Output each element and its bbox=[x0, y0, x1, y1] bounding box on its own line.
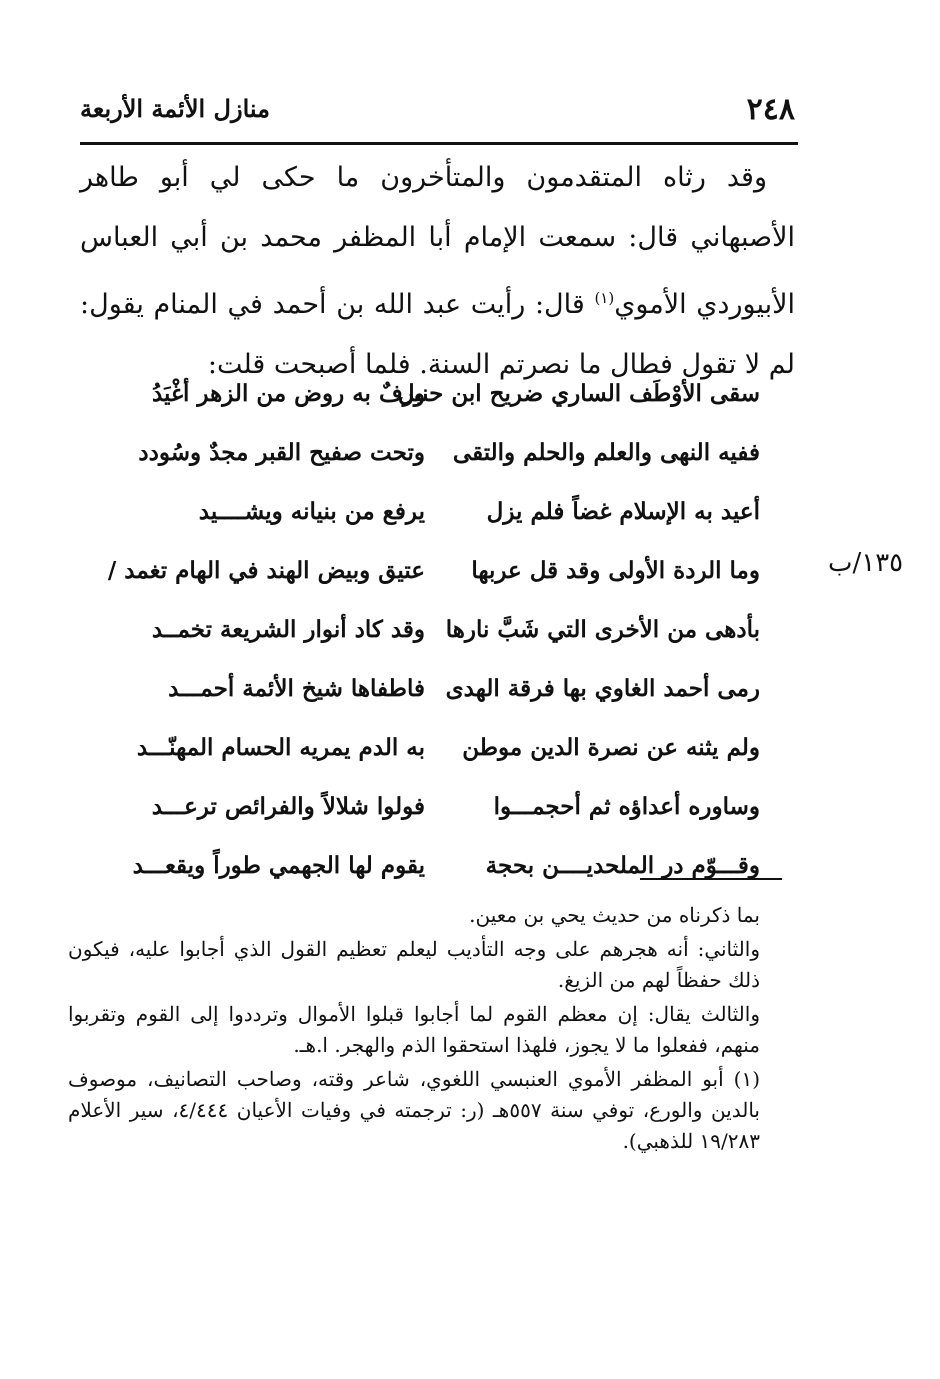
verse-first-hemistich: بأدهى من الأخرى التي شَبَّ نارها bbox=[445, 616, 760, 643]
verse-second-hemistich: ورفٌ به روض من الزهر أغْيَدُ bbox=[151, 380, 425, 407]
verse-second-hemistich: فولوا شلالاً والفرائص ترعـــد bbox=[151, 793, 425, 820]
poem-verse bbox=[95, 429, 760, 488]
verse-first-hemistich: رمى أحمد الغاوي بها فرقة الهدى bbox=[445, 675, 760, 702]
verse-second-hemistich: وقد كاد أنوار الشريعة تخمــد bbox=[151, 616, 425, 643]
footnote-1: (١) أبو المظفر الأموي العنبسي اللغوي، شاعر وقته، وصاحب التصانيف، موصوف بالدين والورع، توفي سنة ٥٥٧هـ (ر: ترجمته في وفيات الأعيان ٤/٤٤٤، سير الأعلام ١٩/٢٨٣ للذهبي). bbox=[68, 1067, 761, 1153]
verse-first-hemistich: وساوره أعداؤه ثم أحجمـــوا bbox=[493, 793, 760, 820]
verse-second-hemistich: يقوم لها الجهمي طوراً ويقعـــد bbox=[132, 852, 425, 879]
verse-first-hemistich: ولم يثنه عن نصرة الدين موطن bbox=[462, 734, 760, 761]
poem-verse bbox=[95, 370, 760, 429]
poem-verse bbox=[95, 783, 760, 842]
poem-verse bbox=[95, 606, 760, 665]
verse-second-hemistich: به الدم يمريه الحسام المهنّـــد bbox=[136, 734, 425, 761]
footnote-continuation: والثالث يقال: إن معظم القوم لما أجابوا قبلوا الأموال وترددوا إلى القوم وتقربوا منهم، ففعلوا ما لا يجوز، فلهذا استحقوا الذم والهجر. ا.هـ. bbox=[68, 1002, 760, 1057]
header-rule bbox=[80, 142, 798, 145]
poem-verse bbox=[95, 547, 760, 606]
footnote-continuation: بما ذكرناه من حديث يحي بن معين. bbox=[469, 903, 760, 927]
poem-verse bbox=[95, 842, 760, 901]
verse-second-hemistich: عتيق وبيض الهند في الهام تغمد / bbox=[107, 557, 425, 584]
poem bbox=[95, 370, 760, 901]
verse-second-hemistich: فاطفاها شيخ الأئمة أحمـــد bbox=[168, 675, 425, 702]
verse-second-hemistich: وتحت صفيح القبر مجدٌ وسُودد bbox=[138, 439, 425, 466]
verse-first-hemistich: وما الردة الأولى وقد قل عربها bbox=[471, 557, 760, 584]
margin-folio-note: ١٣٥/ب bbox=[828, 548, 904, 578]
footnote-continuation: والثاني: أنه هجرهم على وجه التأديب ليعلم تعظيم القول الذي أجابوا عليه، فيكون ذلك حفظاً لهم من الزيغ. bbox=[68, 937, 760, 992]
poem-verse bbox=[95, 488, 760, 547]
verse-first-hemistich: وقـــوّم در الملحديــــن بحجة bbox=[485, 852, 760, 879]
main-paragraph bbox=[80, 148, 795, 395]
footnote-reference: (١) bbox=[594, 289, 615, 307]
verse-first-hemistich: ففيه النهى والعلم والحلم والتقى bbox=[452, 439, 760, 466]
verse-first-hemistich: سقى الأوْطَف الساري ضريح ابن حنبل bbox=[397, 380, 760, 407]
footnotes bbox=[68, 900, 760, 1160]
poem-verse bbox=[95, 724, 760, 783]
verse-second-hemistich: يرفع من بنيانه ويشــــيد bbox=[198, 498, 425, 525]
poem-verse bbox=[95, 665, 760, 724]
paragraph-text: وقد رثاه المتقدمون والمتأخرون ما حكى لي أبو طاهر الأصبهاني قال: سمعت الإمام أبا المظفر محمد بن أبي العباس الأبيوردي الأموي bbox=[80, 162, 796, 320]
page-number: ٢٤٨ bbox=[746, 92, 795, 127]
verse-first-hemistich: أعيد به الإسلام غضاً فلم يزل bbox=[486, 498, 760, 525]
paragraph-text-continued: قال: رأيت عبد الله بن أحمد في المنام يقول: لم لا تقول فطال ما نصرتم السنة. فلما أصبحت قلت: bbox=[80, 289, 795, 380]
page-header bbox=[80, 92, 795, 136]
running-title: منازل الأئمة الأربعة bbox=[80, 94, 270, 123]
footnote-separator bbox=[640, 878, 782, 880]
